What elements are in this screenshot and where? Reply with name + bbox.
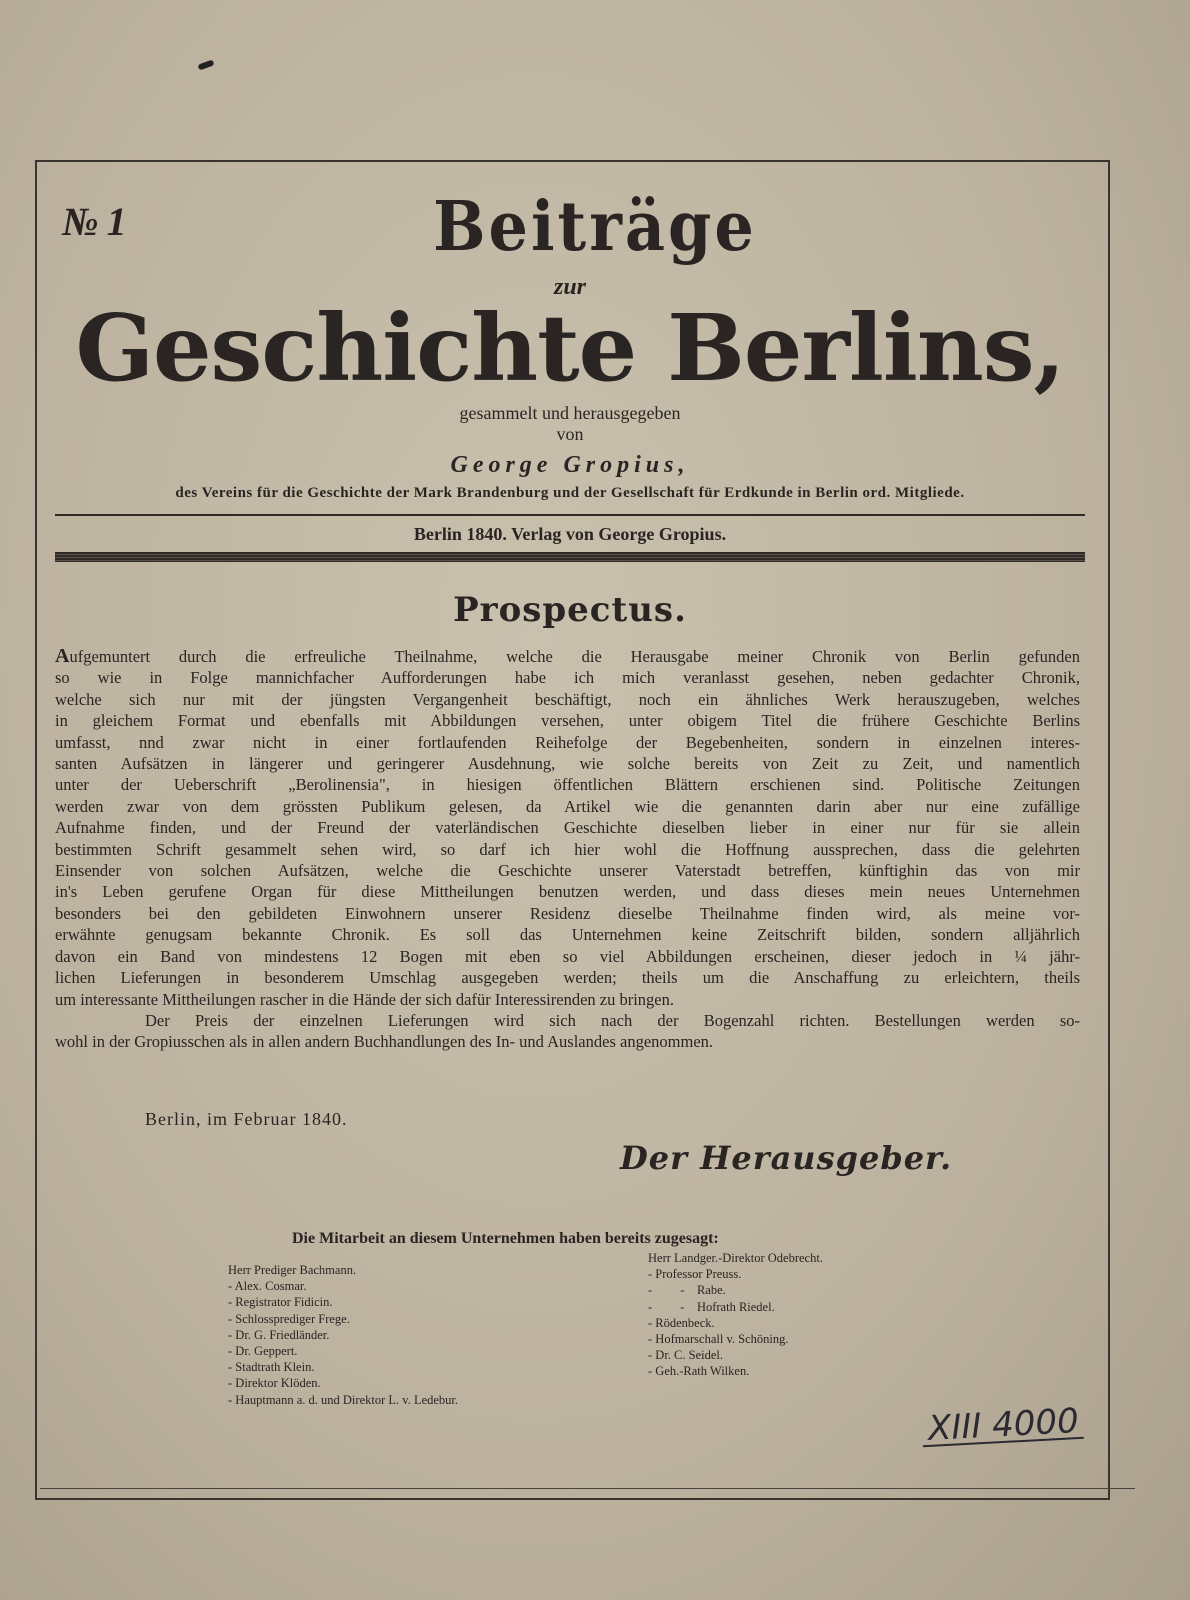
body-line: so wie in Folge mannichfacher Aufforderungen habe ich mich veranlasst gesehen, neben gedachter Chronik, bbox=[55, 668, 1080, 688]
collaborator-entry: - Dr. C. Seidel. bbox=[648, 1348, 723, 1363]
divider-thin bbox=[55, 514, 1085, 516]
collaborator-entry: - Dr. G. Friedländer. bbox=[228, 1327, 330, 1342]
body-line: Aufgemuntert durch die erfreuliche Theilnahme, welche die Herausgabe meiner Chronik von Berlin gefunden bbox=[55, 645, 1080, 667]
issue-number: № 1 bbox=[62, 199, 126, 244]
divider-thick bbox=[55, 552, 1085, 562]
imprint: Berlin 1840. Verlag von George Gropius. bbox=[413, 524, 727, 544]
body-line: in's Leben gerufene Organ für diese Mittheilungen benutzen werden, und dass dieses mein neues Unternehmen bbox=[55, 882, 1080, 902]
body-line: erwähnte genugsam bekannte Chronik. Es soll das Unternehmen keine Zeitschrift bilden, sondern alljährlich bbox=[55, 925, 1080, 945]
collaborator-entry: - Direktor Klöden. bbox=[228, 1376, 321, 1391]
body-line: davon ein Band von mindestens 12 Bogen mit eben so viel Abbildungen erscheinen, dieser jedoch in ¼ jähr- bbox=[55, 946, 1080, 966]
collaborator-entry: Herr Prediger Bachmann. bbox=[228, 1263, 357, 1277]
body-line: umfasst, nnd zwar nicht in einer fortlaufenden Reihefolge der Begebenheiten, sondern in einzelnen interes- bbox=[55, 732, 1080, 752]
collaborator-entry: - - Rabe. bbox=[648, 1283, 726, 1298]
collaborator-entry: - Geh.-Rath Wilken. bbox=[648, 1364, 750, 1379]
collaborator-entry: - Hauptmann a. d. und Direktor L. v. Ledebur. bbox=[228, 1392, 459, 1407]
collaborator-entry: - Professor Preuss. bbox=[648, 1267, 742, 1282]
subtitle-collected: gesammelt und herausgegeben bbox=[459, 403, 681, 423]
price-line: Der Preis der einzelnen Lieferungen wird sich nach der Bogenzahl richten. Bestellungen werden so- bbox=[145, 1010, 1080, 1030]
bottom-edge-line bbox=[40, 1488, 1135, 1489]
title-zur: zur bbox=[553, 274, 587, 300]
subtitle-von: von bbox=[556, 424, 584, 444]
body-line: Aufnahme finden, und der Freund der vaterländischen Geschichte dieselben lieber in einer nur für sie allein bbox=[55, 818, 1080, 838]
collaborator-entry: - Rödenbeck. bbox=[648, 1315, 715, 1330]
body-line: welche sich nur mit der jüngsten Vergangenheit beschäftigt, noch ein ähnliches Werk herauszugeben, welches bbox=[55, 689, 1080, 709]
author-society: des Vereins für die Geschichte der Mark Brandenburg und der Gesellschaft für Erdkunde in Berlin ord. Mitgliede. bbox=[175, 485, 965, 501]
author-name: George Gropius, bbox=[450, 452, 690, 478]
collaborator-entry: - Stadtrath Klein. bbox=[228, 1360, 315, 1375]
collaborators-left bbox=[228, 1262, 458, 1408]
prospectus-body bbox=[55, 646, 1080, 1053]
price-line: wohl in der Gropiusschen als in allen andern Buchhandlungen des In- und Auslandes angenommen. bbox=[55, 1032, 714, 1052]
collaborators-right bbox=[648, 1250, 823, 1380]
collaborator-entry: - Alex. Cosmar. bbox=[228, 1279, 307, 1294]
body-line: werden zwar von dem grössten Publikum gelesen, da Artikel wie die genannten darin aber nur eine zufällige bbox=[55, 796, 1080, 816]
collaborator-entry: - Schlossprediger Frege. bbox=[228, 1311, 350, 1326]
signature: Der Herausgeber. bbox=[620, 1139, 953, 1177]
title-geschichte-berlins: Geschichte Berlins, bbox=[75, 294, 1065, 402]
collaborator-entry: - Hofmarschall v. Schöning. bbox=[648, 1332, 789, 1347]
body-line: um interessante Mittheilungen rascher in die Hände der sich dafür Interessirenden zu bringen. bbox=[55, 989, 674, 1009]
collaborator-entry: - Registrator Fidicin. bbox=[228, 1295, 333, 1310]
collaborators-heading: Die Mitarbeit an diesem Unternehmen haben bereits zugesagt: bbox=[292, 1230, 719, 1247]
closing-date: Berlin, im Februar 1840. bbox=[145, 1109, 348, 1129]
body-line: bestimmten Schrift gesammelt sehen wird, so darf ich hier wohl die Hoffnung aussprechen, dass die gelehrten bbox=[55, 839, 1080, 859]
body-line: lichen Lieferungen in besonderem Umschlag ausgegeben werden; theils um die Anschaffung zu erleichtern, theils bbox=[55, 968, 1080, 988]
body-line: besonders bei den gebildeten Einwohnern unserer Residenz dieselbe Theilnahme finden wird, als meine vor- bbox=[55, 903, 1080, 923]
collaborator-entry: Herr Landger.-Direktor Odebrecht. bbox=[648, 1251, 823, 1265]
title-beitraege: Beiträge bbox=[433, 186, 757, 267]
body-line: santen Aufsätzen in längerer und geringerer Ausdehnung, wie solche bereits von Zeit zu Zeit, und namentlich bbox=[55, 754, 1080, 774]
body-line: unter der Ueberschrift „Berolinensia", in hiesigen öffentlichen Blättern erschienen sind. Politische Zeitungen bbox=[55, 775, 1080, 795]
collaborator-entry: - Dr. Geppert. bbox=[228, 1344, 298, 1359]
body-line: in gleichem Format und ebenfalls mit Abbildungen versehen, unter obigem Titel die frühere Geschichte Berlins bbox=[55, 711, 1080, 731]
body-line: Einsender von solchen Aufsätzen, welche die Geschichte unserer Vaterstadt betreffen, künftighin das von mir bbox=[55, 861, 1080, 881]
handwritten-shelf-mark: XIII 4000 bbox=[927, 1401, 1080, 1449]
collaborator-entry: - - Hofrath Riedel. bbox=[648, 1299, 775, 1314]
prospectus-heading: Prospectus. bbox=[453, 590, 687, 630]
